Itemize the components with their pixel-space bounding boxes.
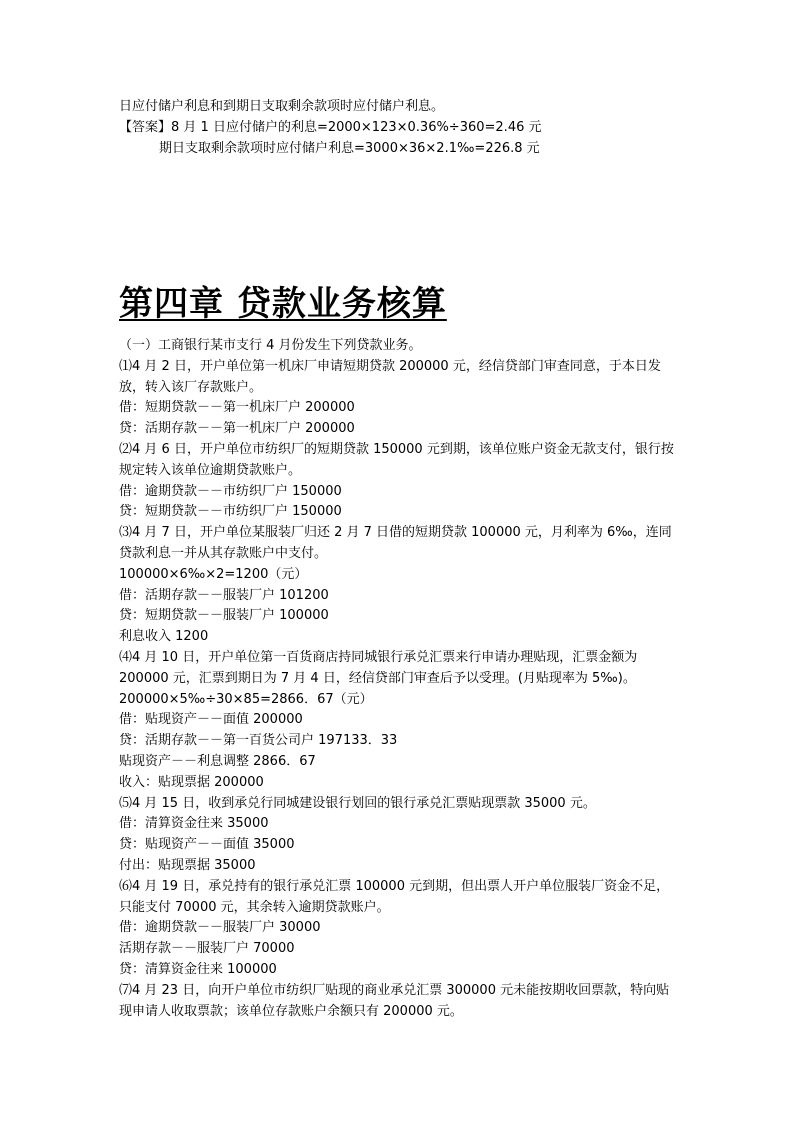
text-line: 借：贴现资产－－面值 200000 (119, 712, 303, 728)
text-line: 100000×6‰×2=1200（元） (119, 566, 308, 582)
answer-line: 【答案】8 月 1 日应付储户的利息=2000×123×0.36%÷360=2.46 元 (119, 120, 542, 135)
text-line: 借：活期存款－－服装厂户 101200 (119, 587, 329, 603)
text-line: ⑷4 月 10 日，开户单位第一百货商店持同城银行承兑汇票来行申请办理贴现，汇票金额为 200000 元，汇票到期日为 7 月 4 日，经信贷部门审查后予以受理。(月贴现率为 5‰)。 (119, 649, 638, 686)
text-line: 贷：短期贷款－－市纺织厂户 150000 (119, 504, 342, 520)
text-line: ⑹4 月 19 日，承兑持有的银行承兑汇票 100000 元到期，但出票人开户单位服装厂资金不足，只能支付 70000 元，其余转入逾期贷款账户。 (119, 878, 670, 915)
text-line: 活期存款－－服装厂户 70000 (119, 941, 295, 957)
text-line: ⑸4 月 15 日，收到承兑行同城建设银行划回的银行承兑汇票贴现票款 35000 元。 (119, 795, 596, 811)
text-line: 贷：贴现资产－－面值 35000 (119, 837, 295, 853)
chapter-content (119, 336, 679, 1022)
text-line: 贷：活期存款－－第一机床厂户 200000 (119, 421, 355, 437)
text-line: ⑶4 月 7 日，开户单位某服装厂归还 2 月 7 日借的短期贷款 100000 元，月利率为 6‰，连同贷款利息一并从其存款账户中支付。 (119, 525, 672, 561)
text-line: 借：短期贷款－－第一机床厂户 200000 (119, 400, 355, 416)
chapter-title: 第四章 贷款业务核算 (119, 284, 447, 324)
text-line: 借：清算资金往来 35000 (119, 816, 269, 832)
text-line: 借：逾期贷款－－市纺织厂户 150000 (119, 483, 342, 499)
previous-answer-block (119, 96, 699, 159)
text-line: 贷：短期贷款－－服装厂户 100000 (119, 608, 329, 624)
text-line: 200000×5‰÷30×85=2866．67（元） (119, 691, 373, 707)
text-line: 付出：贴现票据 35000 (119, 857, 256, 873)
text-line: ⑺4 月 23 日，向开户单位市纺织厂贴现的商业承兑汇票 300000 元未能按期收回票款，特向贴现申请人收取票款；该单位存款账户余额只有 200000 元。 (119, 982, 670, 1019)
answer-line: 期日支取剩余款项时应付储户利息=3000×36×2.1‰=226.8 元 (159, 141, 540, 156)
text-line: ⑴4 月 2 日，开户单位第一机床厂申请短期贷款 200000 元，经信贷部门审查同意，于本日发放，转入该厂存款账户。 (119, 358, 661, 395)
text-line: （一）工商银行某市支行 4 月份发生下列贷款业务。 (119, 338, 422, 353)
text-line: 贷：活期存款－－第一百货公司户 197133．33 (119, 733, 398, 749)
text-line: 收入：贴现票据 200000 (119, 774, 264, 790)
text-line: 借：逾期贷款－－服装厂户 30000 (119, 920, 321, 936)
text-line: 贷：清算资金往来 100000 (119, 961, 277, 977)
text-line: ⑵4 月 6 日，开户单位市纺织厂的短期贷款 150000 元到期，该单位账户资金无款支付，银行按规定转入该单位逾期贷款账户。 (119, 441, 674, 478)
text-line: 贴现资产－－利息调整 2866．67 (119, 753, 316, 769)
text-line: 日应付储户利息和到期日支取剩余款项时应付储户利息。 (119, 99, 445, 114)
text-line: 利息收入 1200 (119, 629, 209, 645)
